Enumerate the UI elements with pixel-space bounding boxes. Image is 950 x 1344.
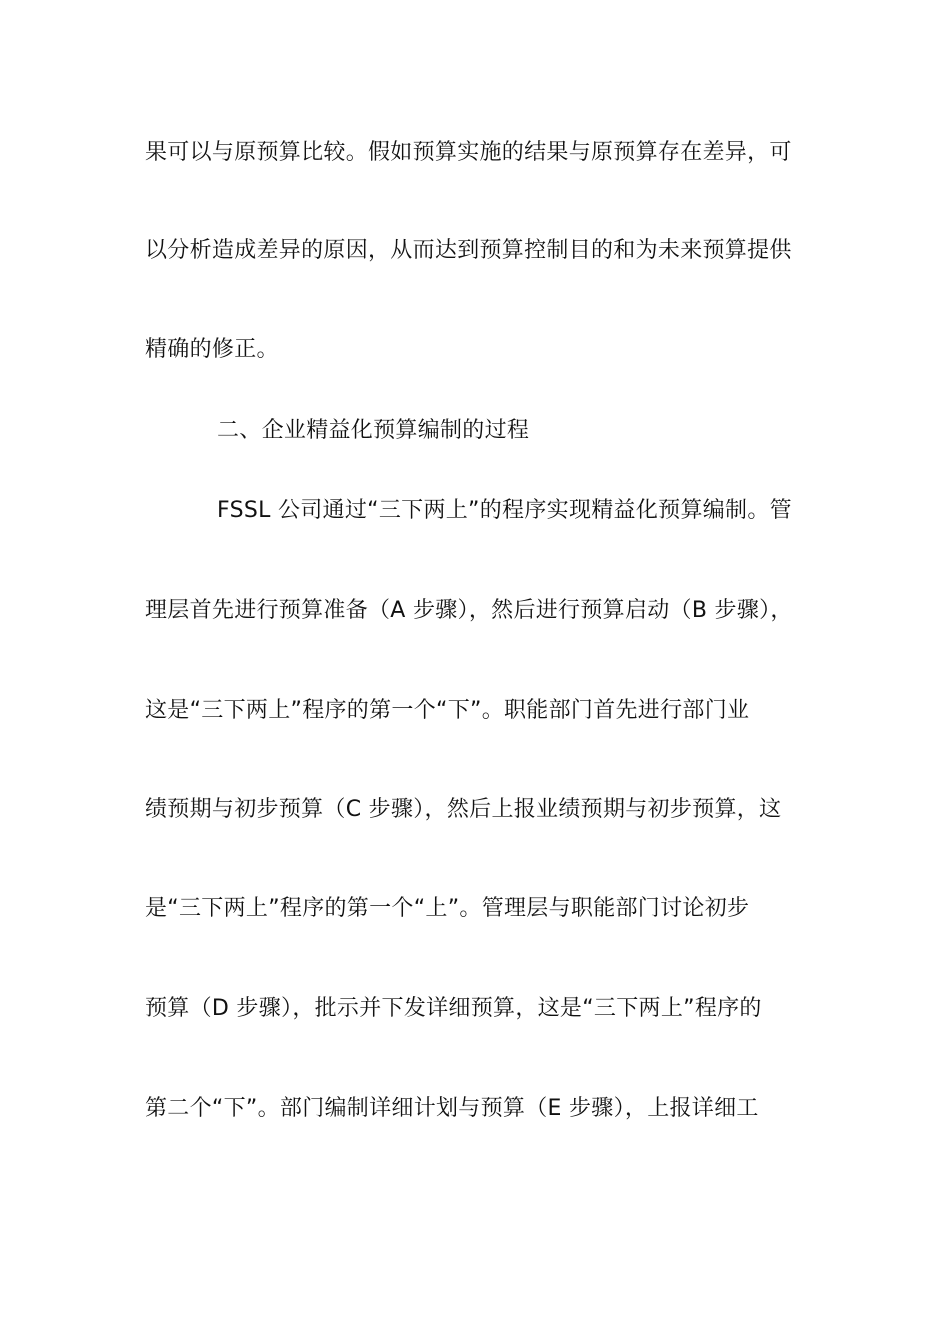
paragraph-line: 精确的修正。 [145,337,279,362]
paragraph-line: 绩预期与初步预算（C 步骤），然后上报业绩预期与初步预算，这 [145,797,782,822]
paragraph-line: 预算（D 步骤），批示并下发详细预算，这是“三下两上”程序的 [145,996,762,1021]
paragraph-line: 以分析造成差异的原因，从而达到预算控制目的和为未来预算提供 [145,238,792,263]
paragraph-line: 这是“三下两上”程序的第一个“下”。职能部门首先进行部门业 [145,698,750,723]
paragraph-line: FSSL 公司通过“三下两上”的程序实现精益化预算编制。管 [217,498,792,523]
paragraph-line: 果可以与原预算比较。假如预算实施的结果与原预算存在差异，可 [145,140,792,165]
paragraph-line: 是“三下两上”程序的第一个“上”。管理层与职能部门讨论初步 [145,896,750,921]
paragraph-line: 理层首先进行预算准备（A 步骤），然后进行预算启动（B 步骤）， [145,598,793,623]
paragraph-line: 第二个“下”。部门编制详细计划与预算（E 步骤），上报详细工 [145,1096,759,1121]
section-heading: 二、企业精益化预算编制的过程 [217,418,530,443]
